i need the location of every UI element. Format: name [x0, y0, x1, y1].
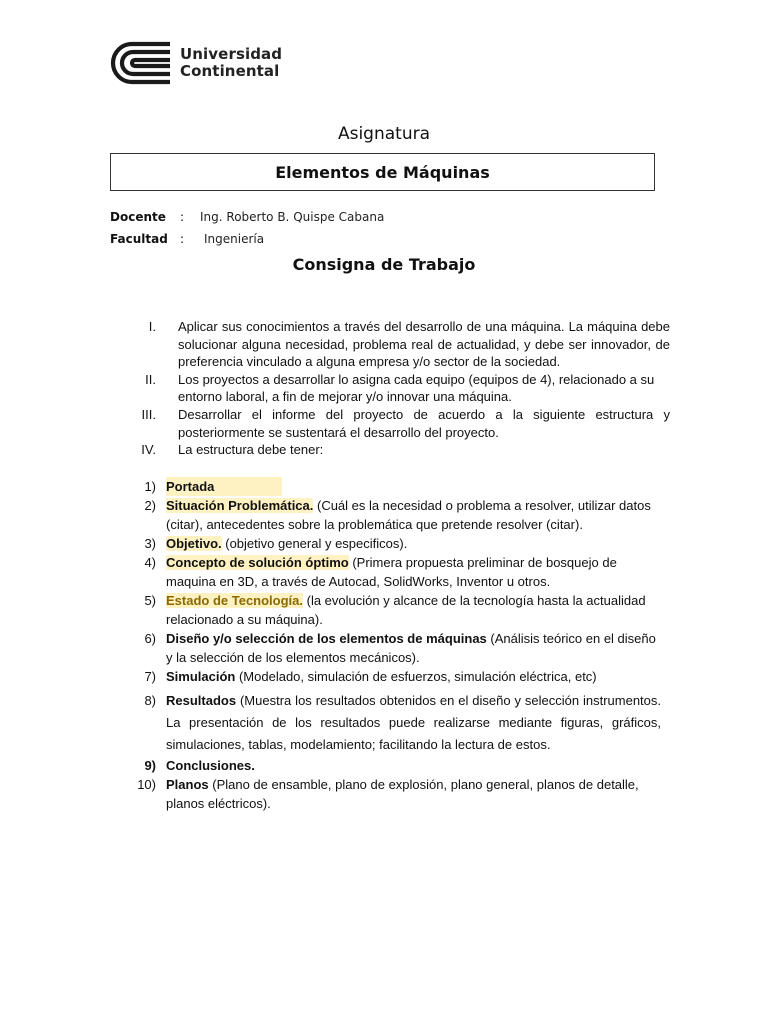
structure-list — [126, 477, 661, 813]
roman-text: Los proyectos a desarrollar lo asigna cada equipo (equipos de 4), relacionado a su entorno laboral, a fin de mejorar y/o innovar una máquina. — [178, 371, 655, 405]
logo-line-1: Universidad — [180, 45, 283, 63]
docente-key: Docente — [110, 210, 166, 224]
list-number: 8) — [144, 693, 156, 708]
roman-item — [110, 406, 670, 441]
roman-item — [110, 318, 670, 371]
list-number: 7) — [144, 669, 156, 684]
roman-text: Desarrollar el informe del proyecto de acuerdo a la siguiente estructura y posteriormente se sustentará el desarrollo del proyecto. — [178, 406, 670, 440]
list-item — [126, 667, 661, 686]
item-heading: Estado de Tecnología. — [166, 593, 304, 608]
item-description: (Primera propuesta preliminar de bosquejo de maquina en 3D, a través de Autocad, SolidWorks, Inventor u otros. — [166, 555, 617, 589]
logo-line-2: Continental — [180, 62, 280, 80]
roman-text: La estructura debe tener: — [178, 442, 324, 458]
roman-item — [110, 441, 670, 459]
list-number: 2) — [144, 498, 156, 513]
item-heading: Diseño y/o selección de los elementos de máquinas — [166, 631, 487, 646]
facultad-key: Facultad — [110, 232, 168, 246]
subject-title-box — [110, 153, 655, 191]
roman-number: III. — [141, 406, 156, 422]
facultad-value: Ingeniería — [204, 232, 265, 246]
item-heading: Situación Problemática. — [166, 498, 314, 513]
logo-wordmark — [180, 46, 282, 80]
list-item — [126, 534, 661, 553]
item-description: (Plano de ensamble, plano de explosión, plano general, planos de detalle, planos eléctricos). — [166, 777, 639, 811]
list-item — [126, 591, 661, 629]
list-number: 9) — [144, 758, 156, 773]
roman-item — [110, 371, 670, 406]
list-item — [126, 690, 661, 756]
list-number: 1) — [144, 479, 156, 494]
list-item — [126, 553, 661, 591]
item-description: (Análisis teórico en el diseño y la selección de los elementos mecánicos). — [166, 631, 656, 665]
item-description: (Cuál es la necesidad o problema a resolver, utilizar datos (citar), antecedentes sobre la problemática que pretende resolver (citar). — [166, 498, 651, 532]
item-description: (la evolución y alcance de la tecnología hasta la actualidad relacionado a su máquina). — [166, 593, 646, 627]
docente-value: Ing. Roberto B. Quispe Cabana — [200, 210, 385, 224]
roman-number: II. — [145, 371, 156, 387]
item-heading: Simulación — [166, 669, 236, 684]
list-number: 5) — [144, 593, 156, 608]
docente-colon: : — [180, 210, 185, 224]
subject-label: Asignatura — [337, 124, 431, 144]
item-heading: Planos — [166, 777, 209, 792]
item-description: (Modelado, simulación de esfuerzos, simulación eléctrica, etc) — [235, 669, 597, 684]
consigna-title: Consigna de Trabajo — [292, 255, 476, 274]
list-item — [126, 477, 661, 496]
facultad-row — [110, 232, 264, 246]
item-heading: Objetivo. — [166, 536, 222, 551]
item-heading: Resultados — [166, 693, 237, 708]
item-description: (Muestra los resultados obtenidos en el diseño y selección instrumentos. La presentación de los resultados puede realizarse mediante figuras, gráficos, simulaciones, tablas, modelamiento; facilitando la lectura de estos. — [166, 693, 661, 752]
item-description: (objetivo general y especificos). — [221, 536, 408, 551]
item-heading: Conclusiones. — [166, 758, 255, 773]
item-heading: Concepto de solución óptimo — [166, 555, 349, 570]
item-heading: Portada — [166, 477, 282, 496]
roman-list — [110, 318, 670, 459]
facultad-colon: : — [180, 232, 185, 246]
university-logo — [108, 40, 282, 86]
docente-row — [110, 210, 384, 224]
subject-title: Elementos de Máquinas — [275, 162, 490, 182]
list-number: 3) — [144, 536, 156, 551]
list-item — [126, 756, 661, 775]
list-item — [126, 775, 661, 813]
list-number: 6) — [144, 631, 156, 646]
list-number: 10) — [137, 777, 156, 792]
roman-number: I. — [148, 319, 156, 334]
university-logo-icon — [108, 40, 172, 86]
list-item — [126, 496, 661, 534]
list-item — [126, 629, 661, 667]
roman-number: IV. — [141, 442, 156, 458]
roman-text: Aplicar sus conocimientos a través del desarrollo de una máquina. La máquina debe solucionar alguna necesidad, problema real de actualidad, y debe ser innovador, de preferencia vinculado a alguna empresa y/o sector de la sociedad. — [178, 319, 670, 370]
list-number: 4) — [144, 555, 156, 570]
